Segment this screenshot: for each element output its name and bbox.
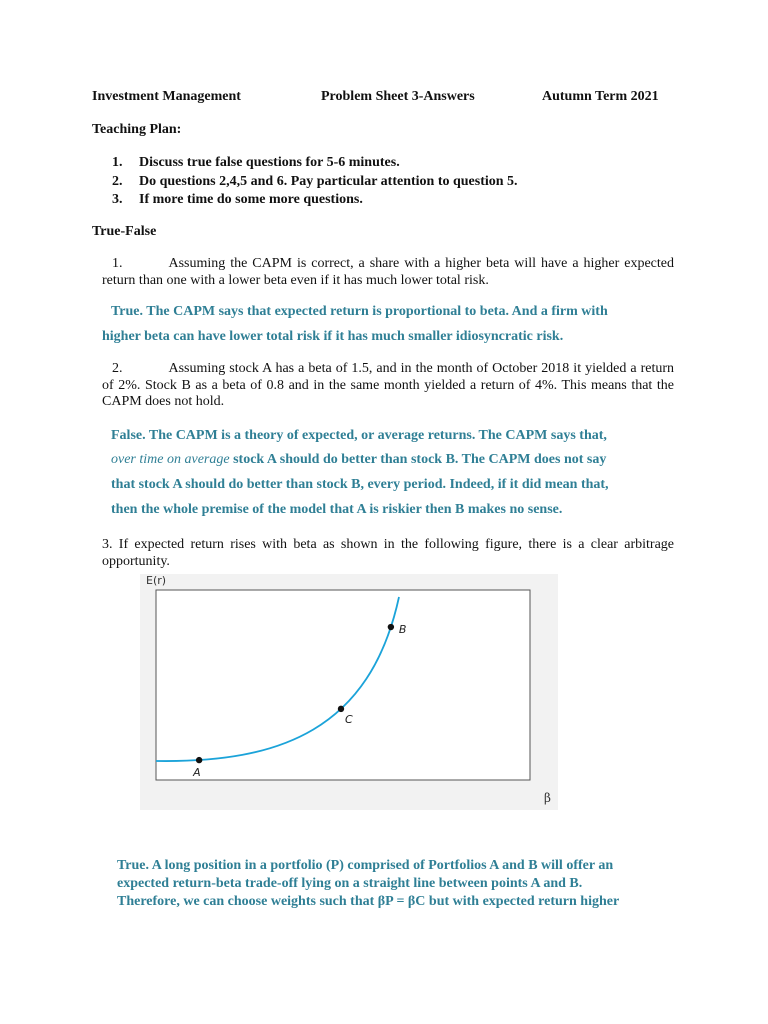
answer-1-line: higher beta can have lower total risk if it has much smaller idiosyncratic risk. — [102, 329, 564, 344]
x-axis-label: β — [544, 791, 551, 805]
answer-2-line: False. The CAPM is a theory of expected, or average returns. The CAPM says that, — [111, 428, 607, 443]
answer-3-line: Therefore, we can choose weights such that βP = βC but with expected return higher — [117, 894, 620, 909]
point-label-a: A — [193, 766, 201, 780]
point-b — [388, 624, 394, 630]
answer-3-line: True. A long position in a portfolio (P) comprised of Portfolios A and B will offer an — [117, 858, 614, 873]
answer-2-line — [111, 452, 606, 468]
answer-2-rest: stock A should do better than stock B. The CAPM does not say — [229, 452, 607, 467]
plan-item-text: Do questions 2,4,5 and 6. Pay particular attention to question 5. — [139, 174, 518, 189]
teaching-plan-title: Teaching Plan: — [92, 122, 182, 137]
plan-item — [112, 192, 363, 208]
question-2 — [102, 361, 674, 411]
point-label-c: C — [344, 712, 353, 726]
answer-3-line: expected return-beta trade-off lying on a straight line between points A and B. — [117, 876, 583, 891]
question-1 — [102, 256, 674, 289]
question-number: 1. — [112, 256, 123, 271]
return-beta-figure — [140, 570, 558, 810]
plot-frame — [156, 590, 530, 780]
answer-1-line: True. The CAPM says that expected return is proportional to beta. And a firm with — [111, 304, 608, 319]
plan-item — [112, 174, 518, 190]
question-text: Assuming the CAPM is correct, a share with a higher beta will have a higher expected return than one with a lower beta even if it has much lower total risk. — [102, 256, 674, 288]
answer-2-italic: over time on average — [111, 452, 230, 467]
plan-item-number: 2. — [112, 174, 123, 189]
answer-2-line: then the whole premise of the model that A is riskier then B makes no sense. — [111, 502, 563, 517]
point-label-b: B — [398, 623, 407, 637]
header-course: Investment Management — [92, 89, 241, 104]
header-sheet-title: Problem Sheet 3-Answers — [321, 89, 475, 104]
plan-item-text: If more time do some more questions. — [139, 192, 363, 207]
question-text: Assuming stock A has a beta of 1.5, and in the month of October 2018 it yielded a return of 2%. Stock B as a beta of 0.8 and in the same month yielded a return of 4%. This means that the CAPM does not hold. — [102, 361, 674, 409]
plan-item-number: 3. — [112, 192, 123, 207]
header-term: Autumn Term 2021 — [542, 89, 659, 104]
plan-item-text: Discuss true false questions for 5-6 minutes. — [139, 155, 400, 170]
point-c — [338, 706, 344, 712]
plan-item — [112, 155, 400, 171]
question-3: 3. If expected return rises with beta as shown in the following figure, there is a clear arbitrage opportunity. — [102, 537, 674, 569]
answer-2-line: that stock A should do better than stock B, every period. Indeed, if it did mean that, — [111, 477, 609, 492]
point-a — [196, 757, 202, 763]
plan-item-number: 1. — [112, 155, 123, 170]
return-beta-chart — [140, 570, 558, 810]
y-axis-label: E(r) — [146, 574, 167, 587]
section-title: True-False — [92, 224, 157, 239]
question-number: 2. — [112, 361, 123, 376]
